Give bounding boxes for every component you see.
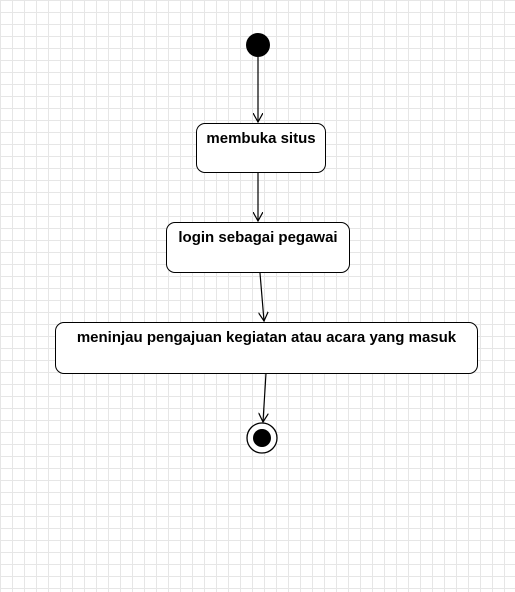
activity-meninjau-pengajuan[interactable] (55, 322, 478, 374)
initial-node[interactable] (246, 33, 270, 57)
activity-label: meninjau pengajuan kegiatan atau acara yang masuk (76, 329, 457, 346)
flow-arrow-login-to-meninjau[interactable] (260, 273, 264, 321)
final-node[interactable] (247, 423, 277, 453)
activity-membuka-situs[interactable] (196, 123, 326, 173)
flow-arrow-meninjau-to-end[interactable] (263, 373, 266, 422)
activity-label: login sebagai pegawai (178, 229, 338, 246)
activity-login-sebagai-pegawai[interactable] (166, 222, 350, 273)
activity-label: membuka situs (206, 130, 316, 147)
